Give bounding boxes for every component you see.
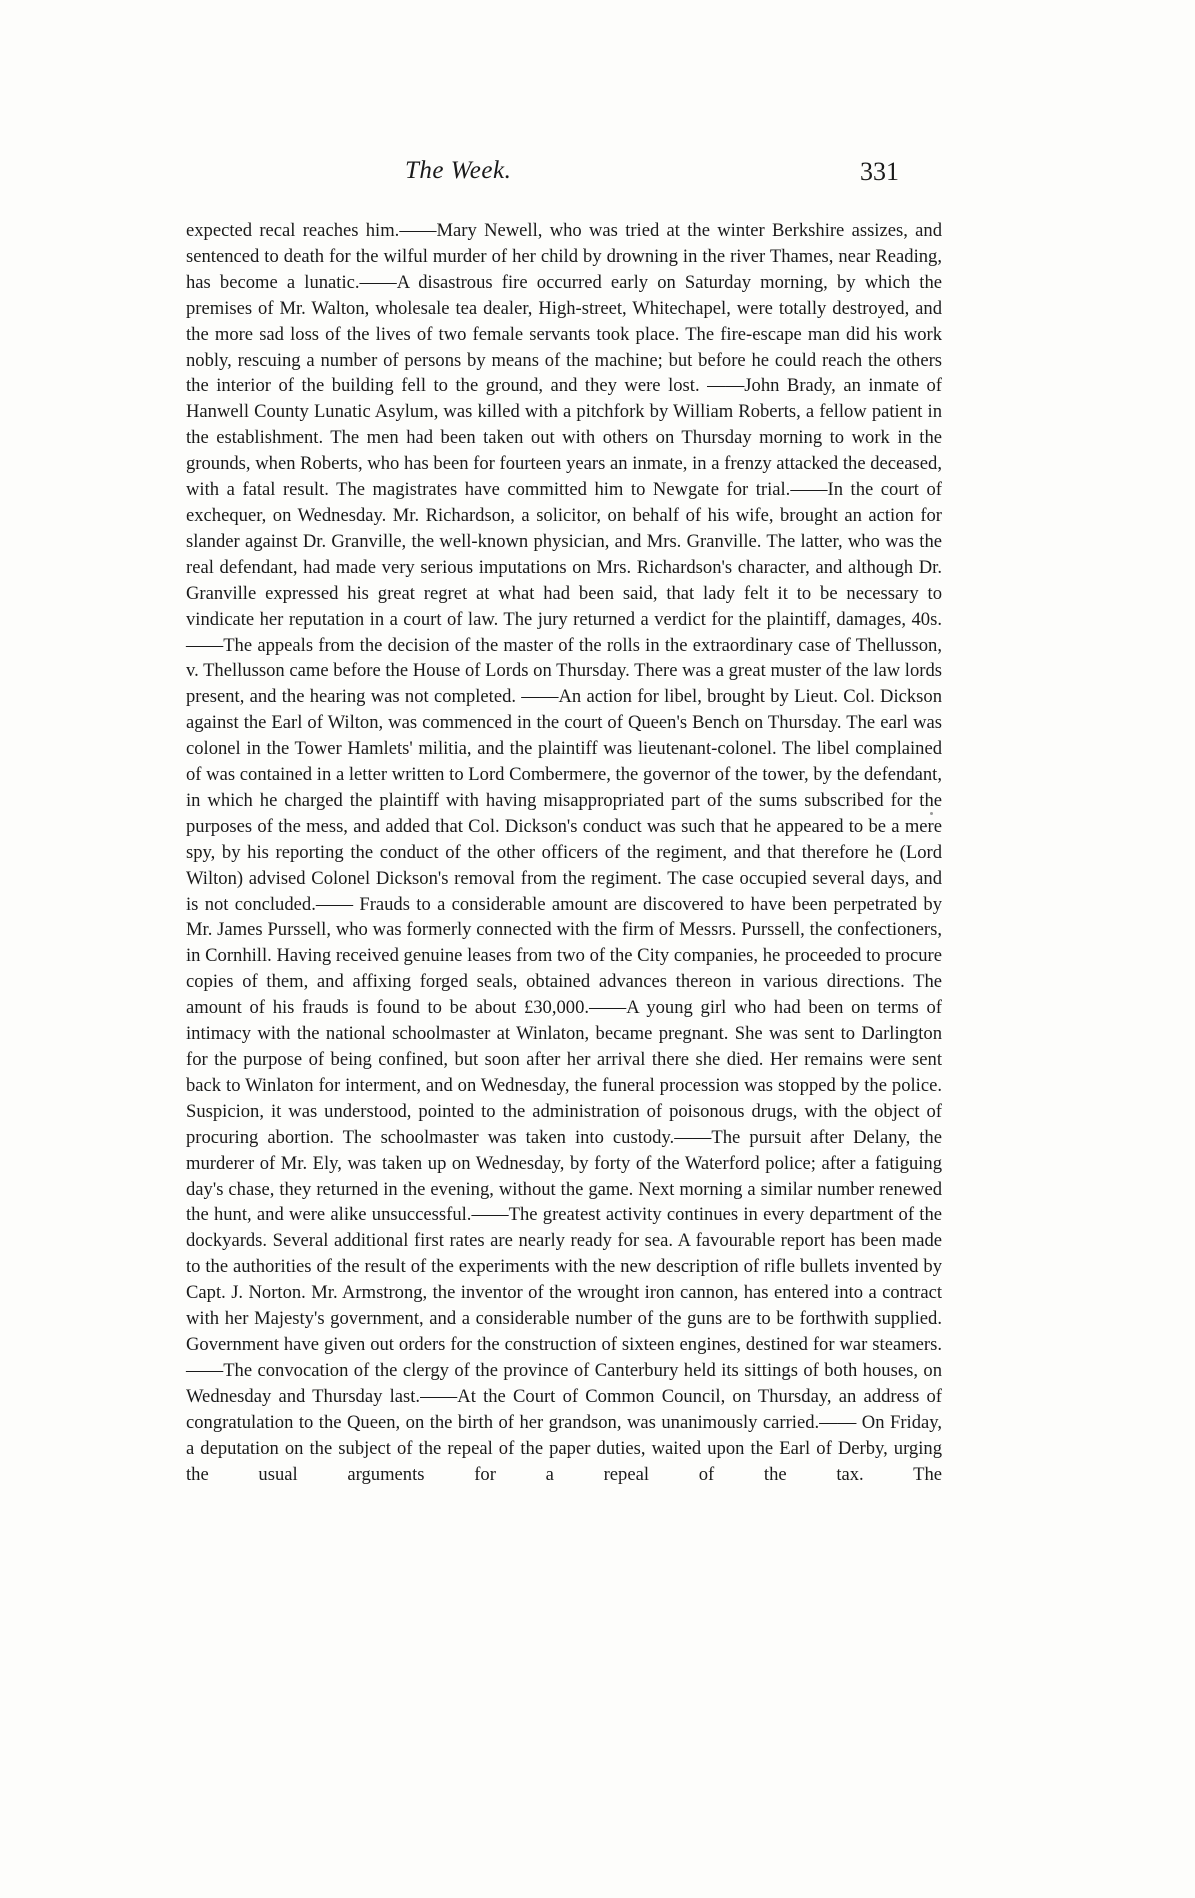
ink-speck — [930, 812, 933, 815]
article-column — [186, 218, 942, 1487]
article-paragraph: expected recal reaches him.——Mary Newell, who was tried at the winter Berkshire assizes, and sentenced to death for the wilful murder of her child by drowning in the river Thames, near Reading, has become a lunatic.——A disastrous fire occurred early on Saturday morning, by which the premises of Mr. Walton, wholesale tea dealer, High-street, Whitechapel, were totally destroyed, and the more sad loss of the lives of two female servants took place. The fire-escape man did his work nobly, rescuing a number of persons by means of the machine; but before he could reach the others the interior of the building fell to the ground, and they were lost. ——John Brady, an inmate of Hanwell County Lunatic Asylum, was killed with a pitchfork by William Roberts, a fellow patient in the establishment. The men had been taken out with others on Thursday morning to work in the grounds, when Roberts, who has been for fourteen years an inmate, in a frenzy attacked the deceased, with a fatal result. The magistrates have committed him to Newgate for trial.——In the court of exchequer, on Wednesday. Mr. Richardson, a solicitor, on behalf of his wife, brought an action for slander against Dr. Granville, the well-known physician, and Mrs. Granville. The latter, who was the real defendant, had made very serious imputations on Mrs. Richardson's character, and although Dr. Granville expressed his great regret at what had been said, that lady felt it to be necessary to vindicate her reputation in a court of law. The jury returned a verdict for the plaintiff, damages, 40s.——The appeals from the decision of the master of the rolls in the extraordinary case of Thellusson, v. Thellusson came before the House of Lords on Thursday. There was a great muster of the law lords present, and the hearing was not completed. ——An action for libel, brought by Lieut. Col. Dickson against the Earl of Wilton, was commenced in the court of Queen's Bench on Thursday. The earl was colonel in the Tower Hamlets' militia, and the plaintiff was lieutenant-colonel. The libel complained of was contained in a letter written to Lord Combermere, the governor of the tower, by the defendant, in which he charged the plaintiff with having misappropriated part of the sums subscribed for the purposes of the mess, and added that Col. Dickson's conduct was such that he appeared to be a mere spy, by his reporting the conduct of the other officers of the regiment, and that therefore he (Lord Wilton) advised Colonel Dickson's removal from the regiment. The case occupied several days, and is not concluded.—— Frauds to a considerable amount are discovered to have been perpetrated by Mr. James Purssell, who was formerly connected with the firm of Messrs. Purssell, the confectioners, in Cornhill. Having received genuine leases from two of the City companies, he proceeded to procure copies of them, and affixing forged seals, obtained advances thereon in various directions. The amount of his frauds is found to be about £30,000.——A young girl who had been on terms of intimacy with the national schoolmaster at Winlaton, became pregnant. She was sent to Darlington for the purpose of being confined, but soon after her arrival there she died. Her remains were sent back to Winlaton for interment, and on Wednesday, the funeral procession was stopped by the police. Suspicion, it was understood, pointed to the administration of poisonous drugs, with the object of procuring abortion. The schoolmaster was taken into custody.——The pursuit after Delany, the murderer of Mr. Ely, was taken up on Wednesday, by forty of the Waterford police; after a fatiguing day's chase, they returned in the evening, without the game. Next morning a similar number renewed the hunt, and were alike unsuccessful.——The greatest activity continues in every department of the dockyards. Several additional first rates are nearly ready for sea. A favourable report has been made to the authorities of the result of the experiments with the new description of rifle bullets invented by Capt. J. Norton. Mr. Armstrong, the inventor of the wrought iron cannon, has entered into a contract with her Majesty's government, and a considerable number of the guns are to be forthwith supplied. Government have given out orders for the construction of sixteen engines, destined for war steamers.——The convocation of the clergy of the province of Canterbury held its sittings of both houses, on Wednesday and Thursday last.——At the Court of Common Council, on Thursday, an address of congratulation to the Queen, on the birth of her grandson, was unanimously carried.—— On Friday, a deputation on the subject of the repeal of the paper duties, waited upon the Earl of Derby, urging the usual arguments for a repeal of the tax. The — [186, 220, 942, 1485]
running-title: The Week. — [405, 157, 512, 184]
running-head — [0, 157, 1195, 197]
page-number: 331 — [860, 157, 899, 186]
